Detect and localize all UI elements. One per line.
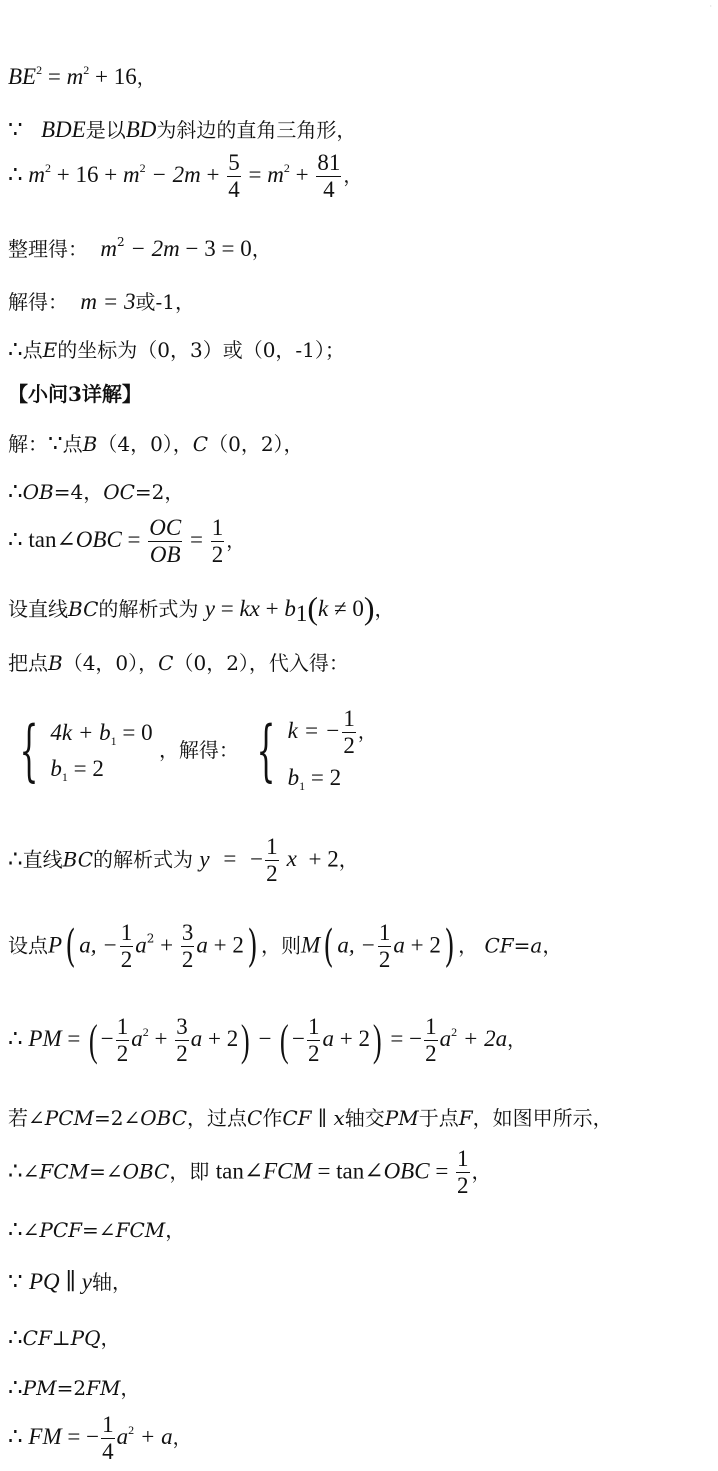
term-b: B xyxy=(82,432,98,456)
punct: ， xyxy=(174,290,195,314)
term-a: a xyxy=(190,1026,203,1052)
op: + xyxy=(289,162,315,188)
term-f: F xyxy=(458,1106,473,1130)
fraction-3-2 xyxy=(175,1014,189,1068)
op-eq: = xyxy=(217,846,243,872)
therefore-symbol: ∴ xyxy=(8,527,23,553)
subscript: 1 xyxy=(295,601,308,626)
text: 是以 xyxy=(85,118,126,142)
term: k = − xyxy=(287,718,341,744)
therefore-symbol: ∴ xyxy=(8,479,23,504)
subscript: 1 xyxy=(110,733,117,748)
term-fcm: FCM xyxy=(263,1158,312,1184)
line-tan-obc xyxy=(8,515,245,569)
term-y: y xyxy=(204,596,215,621)
term-m: m xyxy=(28,162,46,188)
angle-symbol: ∠ xyxy=(243,1158,264,1184)
term: + a xyxy=(134,1424,173,1450)
parallel-symbol: ∥ xyxy=(59,1269,82,1294)
op: + xyxy=(148,1026,174,1052)
term-m: m xyxy=(122,162,140,188)
term-be: BE xyxy=(8,64,37,89)
den: 2 xyxy=(457,1173,469,1199)
punct: ， xyxy=(100,1326,121,1350)
punct: ， xyxy=(120,1376,141,1400)
perp-symbol: ⊥ xyxy=(51,1326,71,1350)
num: 3 xyxy=(181,920,195,947)
term: = 2 xyxy=(305,764,342,790)
op-eq: = xyxy=(214,596,240,621)
term: + 16 xyxy=(51,162,99,188)
punct: ， xyxy=(336,118,357,142)
num: 1 xyxy=(456,1146,470,1173)
text: 或-1 xyxy=(135,290,175,314)
text: 点 xyxy=(62,432,83,456)
term-bc: BC xyxy=(68,597,99,621)
num: 1 xyxy=(265,834,279,861)
exp: 2 xyxy=(146,931,155,946)
term-b: b xyxy=(287,764,300,790)
subscript: 1 xyxy=(299,778,306,793)
num: 1 xyxy=(424,1014,438,1041)
term-fcm: FCM xyxy=(115,1218,166,1242)
punct: ， xyxy=(136,68,156,89)
term-c: C xyxy=(158,651,174,675)
term-obc: OBC xyxy=(383,1158,430,1184)
num: 1 xyxy=(342,706,356,733)
fraction-1-2 xyxy=(120,920,134,974)
line-points-bc xyxy=(8,432,304,455)
fraction-1-2 xyxy=(342,706,356,760)
eq-row-2 xyxy=(50,751,152,788)
line-be-squared xyxy=(8,64,156,88)
text: 轴交 xyxy=(344,1106,385,1130)
op: − xyxy=(409,1026,423,1052)
punct: ， xyxy=(471,1159,492,1184)
term-cf: CF xyxy=(22,1326,52,1350)
line-solve-m xyxy=(8,290,195,313)
exp: 2 xyxy=(36,63,43,77)
text: =∠ xyxy=(89,1159,123,1184)
op-eq: = xyxy=(429,1158,455,1184)
term-obc: OBC xyxy=(75,527,122,553)
term-a: a xyxy=(322,1026,334,1052)
op-eq: = xyxy=(311,1158,337,1184)
term-ob: OB xyxy=(22,480,54,504)
text: =4， xyxy=(53,480,104,504)
text: ，解得： xyxy=(158,737,239,762)
term: a, − xyxy=(337,932,376,958)
parallel-symbol: ∥ xyxy=(311,1106,334,1130)
term: ≠ 0 xyxy=(328,596,364,621)
text: （0，2）， xyxy=(173,651,269,675)
term-bd: BD xyxy=(125,117,157,142)
op-eq: = xyxy=(184,527,209,553)
den: 2 xyxy=(343,733,355,759)
term-pcm: PCM xyxy=(44,1106,95,1130)
because-symbol: ∵ xyxy=(8,117,23,142)
op: − xyxy=(100,1026,114,1052)
line-perp xyxy=(8,1326,121,1349)
den: 2 xyxy=(425,1041,437,1067)
therefore-symbol: ∴ xyxy=(8,337,23,362)
den: 2 xyxy=(116,1041,129,1067)
op-eq: = xyxy=(384,1026,410,1052)
num: 3 xyxy=(175,1014,189,1041)
therefore-symbol: ∴ xyxy=(8,1026,23,1052)
fraction-1-2 xyxy=(456,1146,470,1200)
op-eq: = xyxy=(42,64,67,89)
den: 2 xyxy=(211,542,224,568)
therefore-symbol: ∴ xyxy=(8,1424,23,1450)
text: 把点 xyxy=(8,651,48,675)
num: OC xyxy=(148,515,182,542)
term-cf: CF=a xyxy=(484,933,543,958)
op-eq: = xyxy=(121,527,147,553)
fraction-1-2 xyxy=(424,1014,438,1068)
term-obc: OBC xyxy=(140,1106,188,1130)
line-systems xyxy=(8,706,377,797)
line-pcf xyxy=(8,1218,185,1241)
term-a: a xyxy=(131,1026,143,1052)
text: 轴， xyxy=(92,1270,133,1294)
term-m: m xyxy=(66,64,84,89)
fraction-1-4 xyxy=(101,1412,115,1466)
term: + 2a xyxy=(457,1026,508,1052)
term-c: C xyxy=(192,432,209,456)
op: + xyxy=(154,932,179,958)
angle-symbol: ∠ xyxy=(364,1158,384,1184)
because-symbol: ∵ xyxy=(8,1269,23,1294)
fraction-81-4 xyxy=(316,150,341,204)
term-bde: BDE xyxy=(41,117,86,142)
term-oc: OC xyxy=(103,480,135,504)
num: 1 xyxy=(211,515,225,542)
text: ，如图甲所示， xyxy=(472,1106,613,1130)
exp: 2 xyxy=(45,161,52,176)
exp: 2 xyxy=(116,235,125,249)
term-a: a xyxy=(196,932,208,958)
angle-symbol: ∠ xyxy=(22,1218,40,1242)
eq-row-1 xyxy=(288,706,377,760)
line-fm xyxy=(8,1412,192,1466)
den: 4 xyxy=(323,177,335,203)
term: + 2 xyxy=(302,846,339,872)
num: 81 xyxy=(316,150,341,177)
line-point-e xyxy=(8,338,345,361)
term-cf: CF xyxy=(282,1106,312,1130)
text: 的坐标为（0，3）或（0，-1） xyxy=(57,338,325,362)
line-condition xyxy=(8,1108,613,1128)
num: 1 xyxy=(101,1412,115,1439)
term-pm: PM xyxy=(384,1106,419,1130)
text: （0，2）， xyxy=(208,432,304,456)
therefore-symbol: ∴ xyxy=(8,1375,23,1400)
text: 为斜边的直角三角形 xyxy=(156,118,337,142)
therefore-symbol: ∴ xyxy=(8,1158,23,1184)
text: 解： xyxy=(8,432,48,456)
text: 若∠ xyxy=(8,1106,45,1130)
therefore-symbol: ∴ xyxy=(8,846,23,872)
op: + xyxy=(200,162,226,188)
therefore-symbol: ∴ xyxy=(8,162,23,188)
den: 2 xyxy=(378,947,391,973)
corner-mark: · xyxy=(709,2,712,11)
punct: ； xyxy=(324,338,345,362)
text: 直线 xyxy=(22,847,63,872)
line-set-p: 设点P( a, − $\frac{1}{2}$ $a^2$ + $\frac{3}{2}$ a + 2) ，则M( a, − $\frac{1}{2}$ a + 2) ， CF=a， xyxy=(8,920,563,973)
op-eq: = xyxy=(61,1026,87,1052)
term: − 3 = 0 xyxy=(179,236,252,261)
punct: ， xyxy=(172,1428,192,1450)
therefore-symbol: ∴ xyxy=(8,1217,23,1242)
line-set-bc: 设直线BC的解析式为 y = kx + $b_1(k \ne 0)$， xyxy=(8,590,395,626)
system-1 xyxy=(50,715,152,789)
exp: 2 xyxy=(139,161,146,176)
brace-left: { xyxy=(19,712,39,790)
brace-left: { xyxy=(256,712,276,790)
op-eq: = xyxy=(242,162,268,188)
term-pm: PM xyxy=(22,1376,57,1400)
den: 2 xyxy=(176,1041,188,1067)
op: + xyxy=(98,162,123,188)
exp: 2 xyxy=(83,63,90,77)
term-y: y xyxy=(199,846,210,872)
term-obc: OBC xyxy=(122,1159,170,1184)
term-a: a xyxy=(439,1026,452,1052)
term: − 2m xyxy=(124,236,180,261)
term-pq: PQ xyxy=(70,1326,101,1350)
num: 5 xyxy=(227,150,241,177)
term-y: y xyxy=(81,1269,93,1294)
op: + xyxy=(259,596,285,621)
term: − 2m xyxy=(145,162,201,188)
text: 代入得： xyxy=(268,651,349,675)
line-substitute xyxy=(8,653,349,673)
term: + 2 xyxy=(333,1026,370,1052)
text: 点 xyxy=(22,338,43,362)
term: + 2 xyxy=(207,932,244,958)
term-m: M xyxy=(301,932,321,958)
term-k: k xyxy=(318,596,329,621)
text: =2∠ xyxy=(94,1106,141,1130)
num: 1 xyxy=(120,920,134,947)
line-equation xyxy=(8,150,362,204)
term-a: a xyxy=(116,1424,129,1450)
line-pm-2fm xyxy=(8,1376,140,1399)
text: 作 xyxy=(262,1106,283,1130)
punct: ， xyxy=(338,847,359,872)
punct: ， xyxy=(458,933,479,958)
line-pq-parallel xyxy=(8,1270,132,1293)
fraction-1-2 xyxy=(211,515,225,569)
term-c: C xyxy=(247,1106,263,1130)
punct: ， xyxy=(374,597,395,621)
text: ，则 xyxy=(261,933,302,958)
term-fm: FM xyxy=(28,1424,62,1450)
op: − xyxy=(250,846,264,872)
text: 解得： xyxy=(8,290,68,314)
fraction-1-2 xyxy=(116,1014,130,1068)
fraction-5-4 xyxy=(227,150,241,204)
term: 4k + b xyxy=(50,719,111,745)
term-fm: FM xyxy=(86,1376,121,1400)
punct: ， xyxy=(357,722,377,744)
text: 于点 xyxy=(418,1106,459,1130)
term-plus16: + 16 xyxy=(89,64,137,89)
term-e: E xyxy=(42,338,58,362)
text: 设直线 xyxy=(8,597,68,621)
line-tan-fcm xyxy=(8,1146,492,1200)
heading-text: 【小问3详解】 xyxy=(8,382,142,406)
fraction-1-2 xyxy=(307,1014,321,1068)
eq-row-2 xyxy=(288,760,377,797)
op: − xyxy=(292,1026,305,1052)
den: OB xyxy=(149,542,181,568)
den: 4 xyxy=(102,1439,114,1465)
den: 2 xyxy=(266,861,278,887)
term-b: B xyxy=(48,651,63,675)
system-2 xyxy=(288,706,377,797)
fraction-1-2 xyxy=(378,920,392,974)
text: （4，0）， xyxy=(97,432,193,456)
eq-row-1 xyxy=(50,715,152,752)
line-bc-result xyxy=(8,834,359,888)
term-x: x xyxy=(286,846,297,872)
text: =2， xyxy=(134,480,185,504)
num: 1 xyxy=(307,1014,321,1041)
term: m = 3 xyxy=(80,289,136,314)
op-eq: = xyxy=(61,1424,87,1450)
term-b: b xyxy=(284,596,296,621)
text: （4，0）， xyxy=(62,651,159,675)
term-pm: PM xyxy=(28,1026,62,1052)
term-a: a xyxy=(393,932,405,958)
punct: ， xyxy=(226,531,246,553)
punct: ， xyxy=(507,1030,527,1052)
term-m: m xyxy=(267,162,284,188)
term-pq: PQ xyxy=(29,1269,60,1294)
text: 设点 xyxy=(8,933,48,958)
text: 的解析式为 xyxy=(93,847,194,872)
tan: tan xyxy=(215,1158,244,1184)
den: 2 xyxy=(120,947,133,973)
term-bc: BC xyxy=(62,847,94,872)
angle-symbol: ∠ xyxy=(22,1159,40,1184)
term: = 0 xyxy=(116,719,153,745)
op: − xyxy=(86,1424,100,1450)
op: − xyxy=(252,1026,278,1052)
den: 2 xyxy=(181,947,194,973)
fraction-1-2 xyxy=(265,834,279,888)
den: 2 xyxy=(307,1041,320,1067)
term: + 2 xyxy=(404,932,441,958)
exp: 2 xyxy=(142,1025,149,1040)
term-b: b xyxy=(50,756,62,782)
term: = 2 xyxy=(67,756,104,782)
punct: ， xyxy=(165,1218,186,1242)
fraction-oc-ob xyxy=(148,515,182,569)
text: ，即 xyxy=(169,1159,210,1184)
num: 1 xyxy=(378,920,392,947)
line-pm: ∴ PM = ( − $\frac{1}{2}$ $a^2$ + $\frac{3}{2}$ a + 2) − ( − $\frac{1}{2}$ a + 2) = − $\frac{1}{2}$ $a^2 + 2a$， xyxy=(8,1014,527,1067)
term-kx: kx xyxy=(239,596,260,621)
line-right-triangle xyxy=(8,118,356,141)
tan: tan xyxy=(28,527,57,553)
fraction-3-2 xyxy=(181,920,195,974)
text: 的解析式为 xyxy=(98,597,199,621)
therefore-symbol: ∴ xyxy=(8,1325,23,1350)
exp: 2 xyxy=(128,1423,135,1438)
line-ob-oc xyxy=(8,480,184,503)
term-a: a xyxy=(135,932,147,958)
term-pcf: PCF xyxy=(39,1218,83,1242)
punct: ， xyxy=(251,237,272,261)
tan: tan xyxy=(336,1158,365,1184)
because-symbol: ∵ xyxy=(48,431,63,456)
punct: ， xyxy=(542,933,563,958)
exp: 2 xyxy=(283,161,290,176)
exp: 2 xyxy=(451,1025,458,1040)
den: 4 xyxy=(228,177,240,203)
section-heading xyxy=(8,384,142,404)
line-simplify xyxy=(8,236,272,260)
text: 整理得： xyxy=(8,237,88,261)
num: 1 xyxy=(116,1014,130,1041)
term-p: P xyxy=(48,932,63,958)
term: + 2 xyxy=(202,1026,239,1052)
angle-symbol: ∠ xyxy=(56,527,76,553)
text: ，过点 xyxy=(187,1106,248,1130)
term-m: m xyxy=(100,236,117,261)
subscript: 1 xyxy=(61,770,68,785)
punct: ， xyxy=(343,166,363,188)
term-x: x xyxy=(333,1106,345,1130)
term: a, − xyxy=(79,932,118,958)
text: =∠ xyxy=(82,1218,116,1242)
term-fcm: FCM xyxy=(39,1159,90,1184)
text: =2 xyxy=(56,1376,87,1400)
